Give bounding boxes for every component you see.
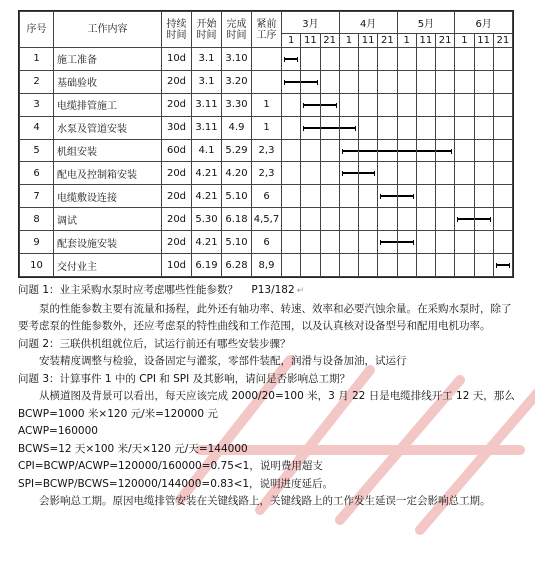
cell-pred [252,70,282,93]
cell-task: 基础验收 [54,70,162,93]
cell-finish: 3.10 [222,48,252,71]
timeline-cell [397,70,416,93]
header-month: 6月 [455,12,513,34]
timeline-cell [474,254,493,277]
timeline-cell [301,231,320,254]
schedule-bar [378,150,396,152]
table-row [20,116,513,139]
header-start: 开始时间 [192,12,222,48]
timeline-cell [493,162,512,185]
timeline-cell [436,48,455,71]
timeline-cell [301,208,320,231]
cell-pred [252,48,282,71]
timeline-cell [359,70,378,93]
header-predecessor: 紧前工序 [252,12,282,48]
cell-duration: 20d [162,185,192,208]
timeline-cell [378,48,397,71]
timeline-cell [493,139,512,162]
timeline-cell [455,185,474,208]
timeline-cell [436,185,455,208]
cell-duration: 10d [162,48,192,71]
cell-duration: 20d [162,231,192,254]
timeline-cell [474,93,493,116]
schedule-bar [340,127,356,129]
timeline-cell [474,48,493,71]
schedule-bar [321,127,339,129]
header-duration: 持续时间 [162,12,192,48]
timeline-cell [397,139,416,162]
timeline-cell [359,139,378,162]
header-no: 序号 [20,12,54,48]
cell-task: 水泵及管道安装 [54,116,162,139]
timeline-cell [378,208,397,231]
timeline-cell [301,185,320,208]
spi-formula: SPI=BCWP/BCWS=120000/144000=0.83<1，说明进度延后。 [18,477,334,490]
cell-no: 8 [20,208,54,231]
header-day: 21 [493,34,512,48]
cell-duration: 20d [162,70,192,93]
timeline-cell [493,93,512,116]
cell-pred: 6 [252,231,282,254]
cell-start: 5.30 [192,208,222,231]
cell-no: 6 [20,162,54,185]
header-day: 1 [397,34,416,48]
timeline-cell [397,116,416,139]
cell-task: 配电及控制箱安装 [54,162,162,185]
cell-start: 4.21 [192,185,222,208]
schedule-bar [380,241,396,243]
cell-pred: 4,5,7 [252,208,282,231]
schedule-bar [398,195,414,197]
header-day: 1 [282,34,301,48]
timeline-cell [282,185,301,208]
cell-finish: 4.9 [222,116,252,139]
table-row [20,139,513,162]
timeline-cell [436,116,455,139]
timeline-cell [282,231,301,254]
timeline-cell [493,185,512,208]
timeline-cell [474,70,493,93]
timeline-cell [282,254,301,277]
timeline-cell [359,48,378,71]
timeline-cell [455,162,474,185]
answer-1: 泵的性能参数主要有流量和扬程，此外还有轴功率、转速、效率和必要汽蚀余量。在采购水泵时，除了要考虑泵的性能参数外，还应考虑泵的特性曲线和工作范围，以及认真核对设备型号和配用电机功率。 [18,302,512,332]
cell-no: 10 [20,254,54,277]
timeline-cell [397,185,416,208]
cell-pred: 1 [252,116,282,139]
timeline-cell [474,185,493,208]
timeline-cell [436,139,455,162]
question-1: 问题 1：业主采购水泵时应考虑哪些性能参数？ P13/182 ↵ [18,284,305,296]
timeline-cell [493,208,512,231]
cell-finish: 5.29 [222,139,252,162]
timeline-cell [493,48,512,71]
timeline-cell [339,208,358,231]
header-day: 1 [455,34,474,48]
cell-finish: 5.10 [222,231,252,254]
timeline-cell [339,48,358,71]
bar-start-tick [284,80,285,85]
acwp-formula: ACWP=160000 [18,425,98,437]
cell-pred: 6 [252,185,282,208]
bar-start-tick [342,171,343,176]
timeline-cell [416,139,435,162]
timeline-cell [339,162,358,185]
timeline-cell [397,93,416,116]
timeline-cell [493,70,512,93]
timeline-cell [378,254,397,277]
cell-finish: 6.28 [222,254,252,277]
table-row [20,185,513,208]
timeline-cell [339,70,358,93]
timeline-cell [320,231,339,254]
conclusion: 会影响总工期。原因电缆排管安装在关键线路上，关键线路上的工作发生延误一定会影响总工期。 [39,495,491,507]
cell-pred: 2,3 [252,162,282,185]
schedule-bar [342,150,358,152]
timeline-cell [436,162,455,185]
timeline-cell [397,254,416,277]
table-row [20,254,513,277]
timeline-cell [436,231,455,254]
timeline-cell [282,70,301,93]
answer-3: 从横道图及背景可以看出，每天应该完成 2000/20=100 米，3 月 22 日是电缆排线开工 12 天，那么 [39,390,515,402]
cell-start: 3.1 [192,48,222,71]
timeline-cell [339,139,358,162]
timeline-cell [436,254,455,277]
schedule-bar [359,150,377,152]
bcws-formula: BCWS=12 天×100 米/天×120 元/天=144000 [18,442,248,455]
cell-no: 2 [20,70,54,93]
timeline-cell [416,231,435,254]
question-3: 问题 3：计算事件 1 中的 CPI 和 SPI 及其影响，请问是否影响总工期？ [18,372,351,385]
header-day: 11 [359,34,378,48]
timeline-cell [301,139,320,162]
cell-start: 4.21 [192,162,222,185]
timeline-cell [378,139,397,162]
schedule-bar [284,58,298,60]
timeline-cell [397,48,416,71]
schedule-bar [475,218,491,220]
timeline-cell [455,139,474,162]
cpi-formula: CPI=BCWP/ACWP=120000/160000=0.75<1，说明费用超支 [18,460,323,472]
bcwp-formula: BCWP=1000 米×120 元/米=120000 元 [18,407,218,420]
timeline-cell [416,116,435,139]
bar-end-tick [336,103,337,108]
timeline-cell [416,70,435,93]
schedule-bar [398,241,414,243]
schedule-bar [301,81,317,83]
schedule-bar [398,150,416,152]
timeline-cell [493,116,512,139]
table-row [20,208,513,231]
table-row [20,231,513,254]
cell-task: 电缆排管施工 [54,93,162,116]
timeline-cell [282,208,301,231]
cell-no: 9 [20,231,54,254]
cell-no: 7 [20,185,54,208]
timeline-cell [359,185,378,208]
schedule-bar [321,104,337,106]
header-day: 21 [378,34,397,48]
timeline-cell [359,162,378,185]
header-month: 4月 [339,12,397,34]
cell-duration: 30d [162,116,192,139]
timeline-cell [455,70,474,93]
schedule-bar [284,81,300,83]
question-2: 问题 2：三联供机组就位后，试运行前还有哪些安装步骤？ [18,337,291,350]
table-row [20,162,513,185]
timeline-cell [320,139,339,162]
timeline-cell [416,162,435,185]
bar-end-tick [297,57,298,62]
cell-finish: 5.10 [222,185,252,208]
cell-task: 配套设施安装 [54,231,162,254]
cell-pred: 1 [252,93,282,116]
cell-no: 3 [20,93,54,116]
cell-start: 4.1 [192,139,222,162]
timeline-cell [416,93,435,116]
timeline-cell [474,208,493,231]
schedule-bar [303,104,319,106]
timeline-cell [416,254,435,277]
cell-task: 电缆敷设连接 [54,185,162,208]
timeline-cell [474,116,493,139]
cell-start: 6.19 [192,254,222,277]
schedule-bar [496,264,510,266]
timeline-cell [378,185,397,208]
timeline-cell [320,70,339,93]
schedule-table [19,11,513,277]
timeline-cell [359,93,378,116]
table-row [20,70,513,93]
page-reference: P13/182 [251,284,295,296]
timeline-cell [282,162,301,185]
timeline-cell [397,162,416,185]
answer-2: 安装精度调整与检验，设备固定与灌浆，零部件装配，润滑与设备加油，试运行 [39,355,407,367]
timeline-cell [378,231,397,254]
schedule-bar [417,150,435,152]
timeline-cell [339,231,358,254]
cell-task: 机组安装 [54,139,162,162]
timeline-cell [320,116,339,139]
timeline-cell [455,208,474,231]
cell-no: 1 [20,48,54,71]
cell-pred: 8,9 [252,254,282,277]
header-day: 21 [320,34,339,48]
cell-task: 施工准备 [54,48,162,71]
timeline-cell [416,48,435,71]
bar-end-tick [490,217,491,222]
timeline-cell [416,185,435,208]
timeline-cell [455,231,474,254]
timeline-cell [378,70,397,93]
header-day: 11 [474,34,493,48]
timeline-cell [301,93,320,116]
bar-start-tick [303,126,304,131]
timeline-cell [339,254,358,277]
bar-end-tick [451,149,452,154]
timeline-cell [397,208,416,231]
timeline-cell [282,93,301,116]
table-row [20,93,513,116]
timeline-cell [378,93,397,116]
timeline-cell [493,231,512,254]
timeline-cell [282,48,301,71]
cell-pred: 2,3 [252,139,282,162]
timeline-cell [301,116,320,139]
cell-duration: 20d [162,208,192,231]
timeline-cell [301,70,320,93]
bar-end-tick [355,126,356,131]
timeline-cell [339,185,358,208]
bar-end-tick [317,80,318,85]
timeline-cell [282,116,301,139]
schedule-bar [359,172,375,174]
header-day: 21 [436,34,455,48]
timeline-cell [493,254,512,277]
table-row [20,48,513,71]
timeline-cell [320,254,339,277]
schedule-bar [380,195,396,197]
timeline-cell [320,185,339,208]
gantt-table [18,10,514,278]
schedule-bar [457,218,473,220]
cell-duration: 20d [162,93,192,116]
header-task: 工作内容 [54,12,162,48]
timeline-cell [378,116,397,139]
cell-task: 调试 [54,208,162,231]
cell-task: 交付业主 [54,254,162,277]
timeline-cell [339,116,358,139]
bar-start-tick [284,57,285,62]
header-day: 1 [339,34,358,48]
cell-no: 5 [20,139,54,162]
cell-start: 3.1 [192,70,222,93]
header-finish: 完成时间 [222,12,252,48]
cell-start: 3.11 [192,93,222,116]
bar-end-tick [413,240,414,245]
timeline-cell [455,93,474,116]
cell-duration: 10d [162,254,192,277]
timeline-cell [301,48,320,71]
timeline-cell [436,70,455,93]
timeline-cell [474,162,493,185]
timeline-cell [320,208,339,231]
header-day: 11 [301,34,320,48]
cell-finish: 3.20 [222,70,252,93]
bar-end-tick [374,171,375,176]
bar-start-tick [303,103,304,108]
timeline-cell [320,162,339,185]
timeline-cell [359,254,378,277]
timeline-cell [455,48,474,71]
timeline-cell [416,208,435,231]
bar-start-tick [496,263,497,268]
header-month: 3月 [282,12,340,34]
timeline-cell [455,116,474,139]
cell-finish: 3.30 [222,93,252,116]
bar-start-tick [380,194,381,199]
schedule-bar [342,172,358,174]
timeline-cell [339,93,358,116]
header-day: 11 [416,34,435,48]
cell-finish: 6.18 [222,208,252,231]
timeline-cell [436,93,455,116]
timeline-cell [474,139,493,162]
cell-start: 4.21 [192,231,222,254]
bar-start-tick [380,240,381,245]
bar-end-tick [509,263,510,268]
cell-duration: 20d [162,162,192,185]
bar-start-tick [342,149,343,154]
timeline-cell [282,139,301,162]
timeline-cell [359,231,378,254]
cell-start: 3.11 [192,116,222,139]
timeline-cell [436,208,455,231]
bar-start-tick [457,217,458,222]
timeline-cell [320,93,339,116]
timeline-cell [397,231,416,254]
timeline-cell [320,48,339,71]
cell-duration: 60d [162,139,192,162]
cell-finish: 4.20 [222,162,252,185]
schedule-bar [436,150,452,152]
timeline-cell [301,162,320,185]
timeline-cell [359,208,378,231]
timeline-cell [301,254,320,277]
timeline-cell [455,254,474,277]
bar-end-tick [413,194,414,199]
schedule-bar [303,127,319,129]
header-month: 5月 [397,12,455,34]
cell-no: 4 [20,116,54,139]
timeline-cell [474,231,493,254]
timeline-cell [359,116,378,139]
timeline-cell [378,162,397,185]
qa-text [18,282,518,511]
